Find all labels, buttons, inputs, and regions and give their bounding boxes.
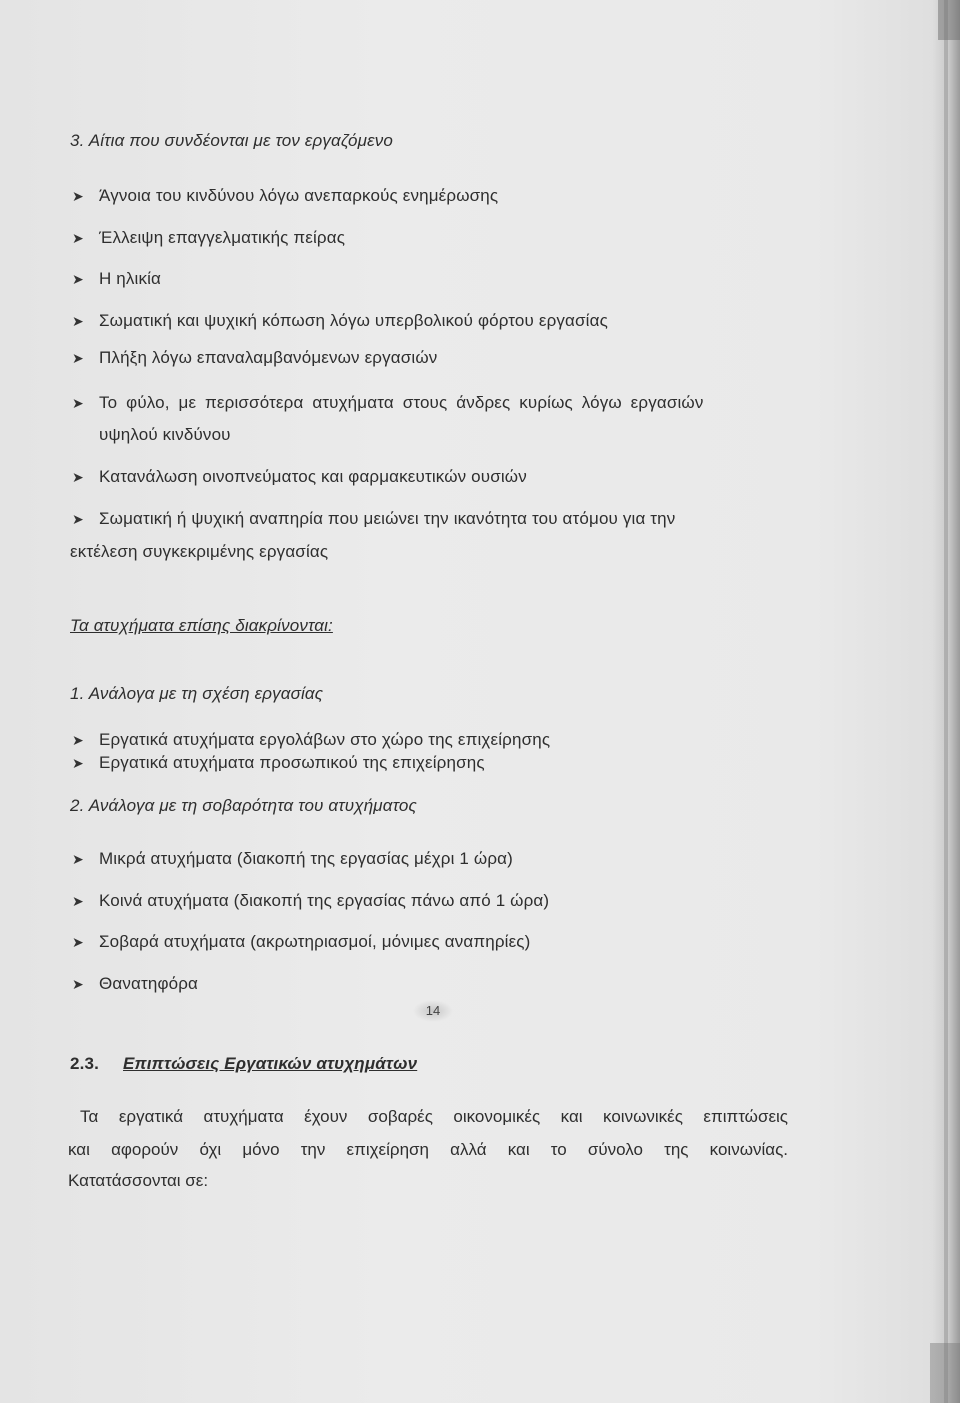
paragraph-line: Κατατάσσονται σε: <box>68 1171 209 1190</box>
bullet-arrow-icon: ➤ <box>72 230 84 246</box>
bullet-arrow-icon: ➤ <box>72 313 84 329</box>
list-item: Κατανάλωση οινοπνεύματος και φαρμακευτικών ουσιών <box>99 467 527 486</box>
section-title: Επιπτώσεις Εργατικών ατυχημάτων <box>123 1054 418 1073</box>
bullet-arrow-icon: ➤ <box>72 851 84 867</box>
page-corner-bottom <box>930 1343 960 1403</box>
paragraph-line: Τα εργατικά ατυχήματα έχουν σοβαρές οικονομικές και κοινωνικές επιπτώσεις <box>80 1107 788 1126</box>
bullet-arrow-icon: ➤ <box>72 350 84 366</box>
classification-heading: Τα ατυχήματα επίσης διακρίνονται: <box>70 616 333 635</box>
bullet-arrow-icon: ➤ <box>72 469 84 485</box>
list-item: Σοβαρά ατυχήματα (ακρωτηριασμοί, μόνιμες αναπηρίες) <box>99 932 531 951</box>
list-item: Σωματική ή ψυχική αναπηρία που μειώνει την ικανότητα του ατόμου για την <box>99 509 676 528</box>
bullet-arrow-icon: ➤ <box>72 755 84 771</box>
subheading-by-severity: 2. Ανάλογα με τη σοβαρότητα του ατυχήματος <box>70 796 417 815</box>
list-item: Η ηλικία <box>99 269 162 288</box>
list-item-continuation: εκτέλεση συγκεκριμένης εργασίας <box>70 542 329 561</box>
list-item-continuation: υψηλού κινδύνου <box>99 425 231 444</box>
list-item: Εργατικά ατυχήματα προσωπικού της επιχείρησης <box>99 753 485 772</box>
bullet-arrow-icon: ➤ <box>72 934 84 950</box>
bullet-arrow-icon: ➤ <box>72 188 84 204</box>
bullet-arrow-icon: ➤ <box>72 976 84 992</box>
list-item: Σωματική και ψυχική κόπωση λόγω υπερβολικού φόρτου εργασίας <box>99 311 608 330</box>
list-item: Το φύλο, με περισσότερα ατυχήματα στους άνδρες κυρίως λόγω εργασιών <box>99 393 704 412</box>
list-item: Πλήξη λόγω επαναλαμβανόμενων εργασιών <box>99 348 438 367</box>
section-number: 2.3. <box>70 1054 99 1073</box>
bullet-arrow-icon: ➤ <box>72 271 84 287</box>
list-item: Έλλειψη επαγγελματικής πείρας <box>99 228 346 247</box>
subheading-by-relation: 1. Ανάλογα με τη σχέση εργασίας <box>70 684 324 703</box>
bullet-arrow-icon: ➤ <box>72 395 84 411</box>
list-item: Άγνοια του κινδύνου λόγω ανεπαρκούς ενημέρωσης <box>99 186 499 205</box>
paragraph-line: και αφορούν όχι μόνο την επιχείρηση αλλά και το σύνολο της κοινωνίας. <box>68 1140 788 1159</box>
list-item: Εργατικά ατυχήματα εργολάβων στο χώρο της επιχείρησης <box>99 730 551 749</box>
bullet-arrow-icon: ➤ <box>72 893 84 909</box>
page-number: 14 <box>413 1000 453 1022</box>
bullet-arrow-icon: ➤ <box>72 732 84 748</box>
bullet-arrow-icon: ➤ <box>72 511 84 527</box>
list-item: Κοινά ατυχήματα (διακοπή της εργασίας πάνω από 1 ώρα) <box>99 891 550 910</box>
list-item: Θανατηφόρα <box>99 974 199 993</box>
page-edge-strip <box>944 0 948 1403</box>
list-item: Μικρά ατυχήματα (διακοπή της εργασίας μέχρι 1 ώρα) <box>99 849 513 868</box>
page-corner-top <box>938 0 960 40</box>
section-3-heading: 3. Αίτια που συνδέονται με τον εργαζόμενο <box>70 131 393 150</box>
